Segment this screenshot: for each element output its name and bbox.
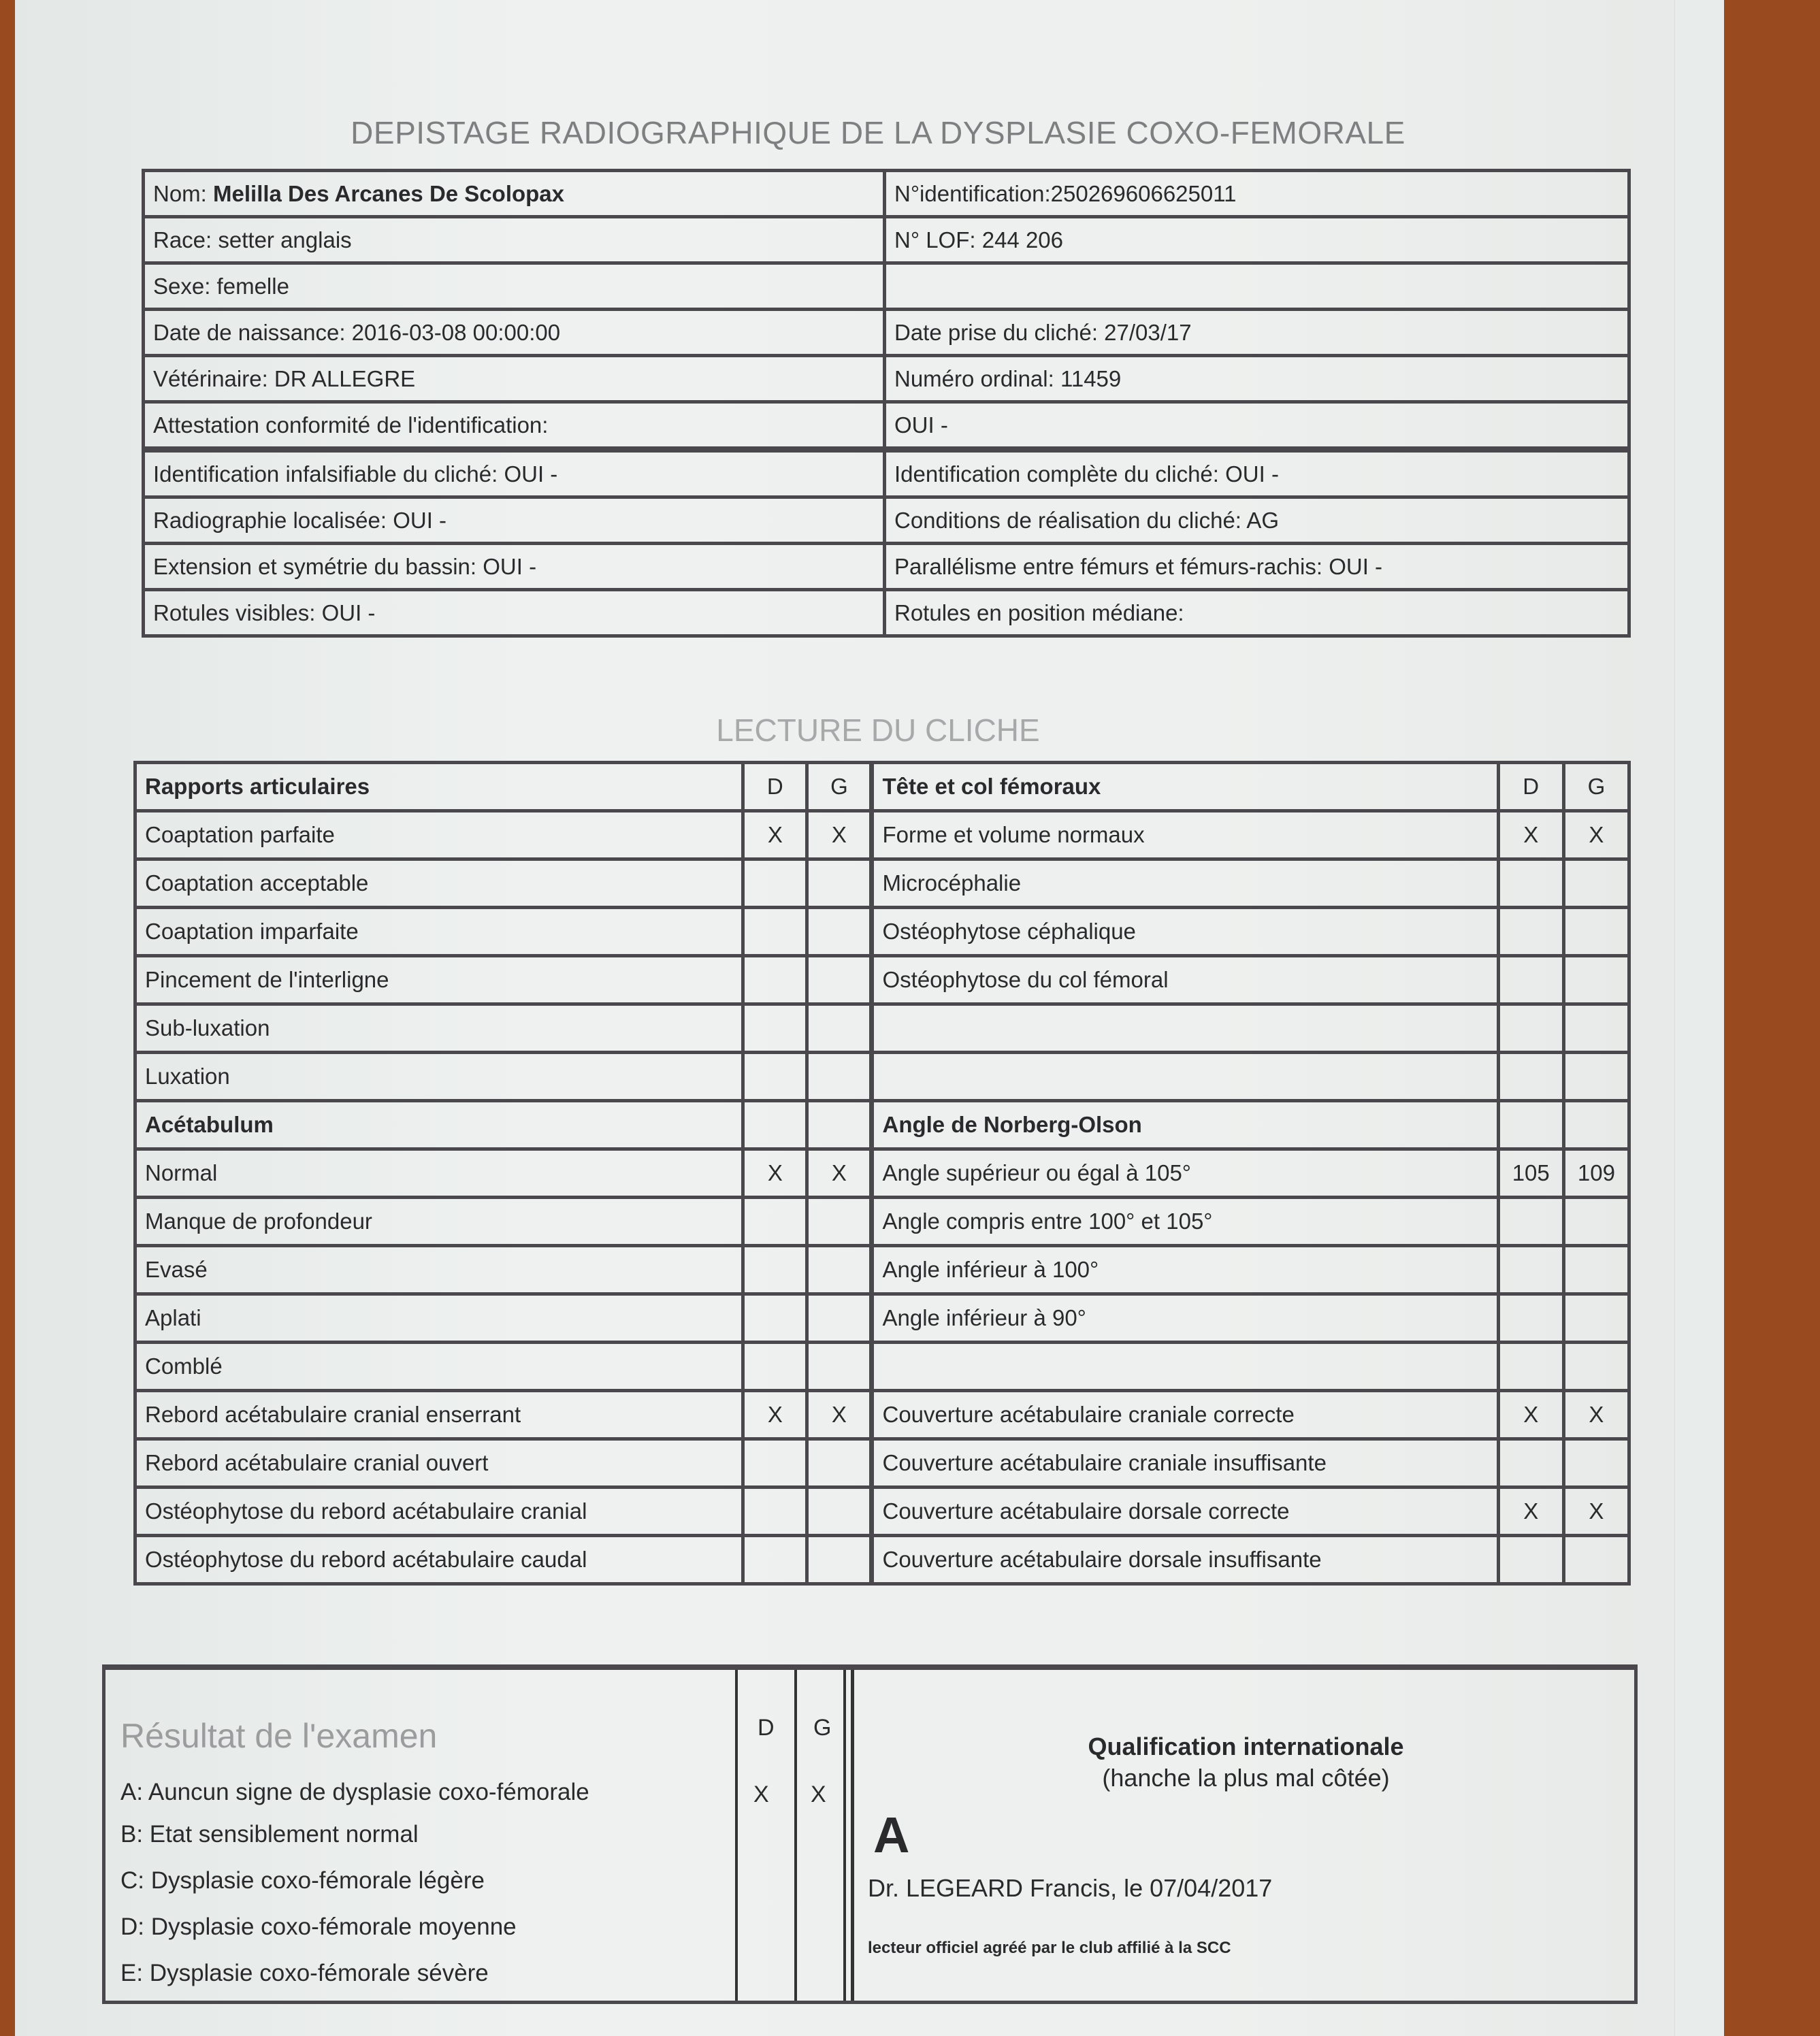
left-hip-mark [1563,1536,1629,1584]
reading-criterion: Ostéophytose du rebord acétabulaire cranial [135,1488,743,1536]
reading-criterion: Couverture acétabulaire dorsale insuffisante [872,1536,1498,1584]
left-hip-mark: X [1563,1391,1629,1439]
document-title: DEPISTAGE RADIOGRAPHIQUE DE LA DYSPLASIE COXO-FEMORALE [351,115,1405,150]
left-hip-mark: X [807,811,872,859]
identification-left-cell: Rotules visibles: OUI - [144,590,885,636]
qualification-subtitle: (hanche la plus mal côtée) [1102,1764,1390,1792]
right-hip-mark [743,908,807,956]
left-hip-mark [807,1198,872,1246]
left-hip-mark [807,956,872,1004]
qualification-title: Qualification internationale [1088,1733,1404,1760]
reading-row [135,1004,1629,1053]
left-hip-mark [1563,1198,1629,1246]
result-divider [794,1670,797,2001]
reading-row [135,1536,1629,1584]
left-hip-mark [1563,908,1629,956]
identification-table [142,169,1631,638]
reading-group-header: Tête et col fémoraux [872,763,1498,811]
right-hip-mark [743,1536,807,1584]
reading-group-header: Rapports articulaires [135,763,743,811]
reading-criterion: Angle inférieur à 90° [872,1294,1498,1343]
right-hip-mark [743,1439,807,1488]
identification-right-cell [885,263,1629,310]
result-grade-label: A: Auncun signe de dysplasie coxo-fémorale [120,1779,589,1805]
reading-section-title: LECTURE DU CLICHE [716,712,1040,748]
reading-criterion: Forme et volume normaux [872,811,1498,859]
reading-table [133,761,1631,1586]
reading-criterion: Comblé [135,1343,743,1391]
result-heading: Résultat de l'examen [120,1717,438,1755]
left-hip-mark: X [807,1149,872,1198]
reading-row [135,1198,1629,1246]
identification-row [144,217,1629,263]
reading-criterion: Coaptation imparfaite [135,908,743,956]
right-hip-mark: X [743,1149,807,1198]
reading-criterion: Aplati [135,1294,743,1343]
right-hip-mark [743,1246,807,1294]
left-hip-mark: G [1563,763,1629,811]
reading-criterion [872,1004,1498,1053]
reading-criterion: Rebord acétabulaire cranial enserrant [135,1391,743,1439]
right-hip-mark [1498,1246,1563,1294]
reading-criterion: Sub-luxation [135,1004,743,1053]
left-hip-mark: 109 [1563,1149,1629,1198]
right-hip-mark [743,1488,807,1536]
reading-criterion: Couverture acétabulaire dorsale correcte [872,1488,1498,1536]
name-label: Nom: [153,180,214,206]
identification-left-cell: Date de naissance: 2016-03-08 00:00:00 [144,310,885,356]
reader-signature: Dr. LEGEARD Francis, le 07/04/2017 [868,1874,1273,1902]
left-hip-mark [1563,1053,1629,1101]
reading-row [135,1101,1629,1149]
identification-left-cell: Sexe: femelle [144,263,885,310]
left-hip-mark [807,1101,872,1149]
result-divider [735,1670,738,2001]
left-hip-mark [1563,1004,1629,1053]
right-hip-mark: X [1498,1391,1563,1439]
reading-row [135,1488,1629,1536]
left-hip-mark [807,1343,872,1391]
identification-row [144,544,1629,590]
reader-note: lecteur officiel agréé par le club affilié à la SCC [868,1939,1231,1957]
reading-criterion: Couverture acétabulaire craniale insuffisante [872,1439,1498,1488]
right-hip-mark [743,1053,807,1101]
identification-left-cell: Vétérinaire: DR ALLEGRE [144,356,885,402]
reading-row [135,1053,1629,1101]
result-section [102,1664,1638,2004]
right-hip-mark [743,859,807,908]
result-col-g-header: G [813,1715,832,1741]
reading-criterion [872,1343,1498,1391]
identification-right-cell: Date prise du cliché: 27/03/17 [885,310,1629,356]
result-grade-label: C: Dysplasie coxo-fémorale légère [120,1867,485,1894]
reading-criterion [872,1053,1498,1101]
reading-row [135,1294,1629,1343]
result-panel [105,1670,847,2001]
right-hip-mark [743,1343,807,1391]
reading-row [135,1246,1629,1294]
reading-criterion: Rebord acétabulaire cranial ouvert [135,1439,743,1488]
identification-right-cell: OUI - [885,402,1629,450]
identification-row [144,402,1629,450]
right-hip-mark [1498,1004,1563,1053]
left-hip-mark [807,1488,872,1536]
identification-row [144,263,1629,310]
reading-row [135,1391,1629,1439]
left-hip-mark [807,1294,872,1343]
right-hip-mark [743,1101,807,1149]
reading-row [135,908,1629,956]
right-hip-mark: X [1498,811,1563,859]
reading-criterion: Pincement de l'interligne [135,956,743,1004]
left-hip-mark [807,1439,872,1488]
identification-row [144,590,1629,636]
reading-criterion: Normal [135,1149,743,1198]
right-hip-mark [1498,1198,1563,1246]
reading-criterion: Angle compris entre 100° et 105° [872,1198,1498,1246]
right-hip-mark: X [1498,1488,1563,1536]
right-hip-mark [1498,1536,1563,1584]
identification-left-cell: Extension et symétrie du bassin: OUI - [144,544,885,590]
identification-row [144,171,1629,217]
right-hip-mark: 105 [1498,1149,1563,1198]
identification-row [144,497,1629,544]
left-hip-mark [1563,1246,1629,1294]
right-hip-mark: X [743,811,807,859]
reading-row [135,763,1629,811]
identification-row [144,450,1629,497]
reading-group-header: Acétabulum [135,1101,743,1149]
identification-right-cell: Conditions de réalisation du cliché: AG [885,497,1629,544]
left-hip-mark [807,1053,872,1101]
identification-right-cell: Rotules en position médiane: [885,590,1629,636]
result-right-hip-mark: X [753,1782,769,1807]
left-hip-mark [807,859,872,908]
left-hip-mark [1563,1343,1629,1391]
left-hip-mark: X [1563,811,1629,859]
left-hip-mark [807,1004,872,1053]
identification-left-cell: Identification infalsifiable du cliché: OUI - [144,450,885,497]
identification-left-cell: Radiographie localisée: OUI - [144,497,885,544]
reading-criterion: Manque de profondeur [135,1198,743,1246]
identification-left-cell: Race: setter anglais [144,217,885,263]
left-hip-mark [1563,1439,1629,1488]
identification-right-cell: Identification complète du cliché: OUI - [885,450,1629,497]
left-hip-mark [1563,1101,1629,1149]
identification-row [144,310,1629,356]
identification-left-cell: Attestation conformité de l'identification: [144,402,885,450]
paper-edge [1674,0,1724,2036]
reading-row [135,811,1629,859]
result-left-hip-mark: X [811,1782,826,1807]
reading-criterion: Coaptation acceptable [135,859,743,908]
reading-criterion: Angle inférieur à 100° [872,1246,1498,1294]
right-hip-mark [743,1004,807,1053]
reading-row [135,956,1629,1004]
left-hip-mark [807,908,872,956]
right-hip-mark: X [743,1391,807,1439]
right-hip-mark [1498,956,1563,1004]
identification-right-cell: Numéro ordinal: 11459 [885,356,1629,402]
identification-row [144,356,1629,402]
reading-criterion: Couverture acétabulaire craniale correcte [872,1391,1498,1439]
right-hip-mark [1498,859,1563,908]
reading-criterion: Ostéophytose du col fémoral [872,956,1498,1004]
identification-left-cell [144,171,885,217]
left-hip-mark [1563,956,1629,1004]
right-hip-mark [1498,1101,1563,1149]
result-grade-label: D: Dysplasie coxo-fémorale moyenne [120,1914,517,1940]
reading-row [135,1149,1629,1198]
dog-name: Melilla Des Arcanes De Scolopax [213,180,565,206]
left-hip-mark: X [807,1391,872,1439]
identification-right-cell: N° LOF: 244 206 [885,217,1629,263]
result-grade-label: B: Etat sensiblement normal [120,1821,419,1848]
right-hip-mark [1498,908,1563,956]
reading-criterion: Ostéophytose céphalique [872,908,1498,956]
reading-row [135,859,1629,908]
left-hip-mark [807,1246,872,1294]
left-hip-mark: X [1563,1488,1629,1536]
result-divider [843,1670,846,2001]
identification-right-cell: N°identification:250269606625011 [885,171,1629,217]
qualification-grade: A [873,1807,910,1863]
left-hip-mark: G [807,763,872,811]
reading-group-header: Angle de Norberg-Olson [872,1101,1498,1149]
right-hip-mark: D [1498,763,1563,811]
identification-right-cell: Parallélisme entre fémurs et fémurs-rachis: OUI - [885,544,1629,590]
right-hip-mark [1498,1053,1563,1101]
left-hip-mark [1563,1294,1629,1343]
reading-criterion: Luxation [135,1053,743,1101]
reading-row [135,1439,1629,1488]
result-grade-label: E: Dysplasie coxo-fémorale sévère [120,1960,489,1986]
right-hip-mark [743,956,807,1004]
right-hip-mark [1498,1294,1563,1343]
result-col-d-header: D [758,1715,775,1741]
right-hip-mark: D [743,763,807,811]
reading-criterion: Ostéophytose du rebord acétabulaire caudal [135,1536,743,1584]
reading-criterion: Coaptation parfaite [135,811,743,859]
left-hip-mark [1563,859,1629,908]
right-hip-mark [1498,1343,1563,1391]
reading-criterion: Evasé [135,1246,743,1294]
right-hip-mark [743,1198,807,1246]
reading-criterion: Microcéphalie [872,859,1498,908]
reading-row [135,1343,1629,1391]
qualification-panel [851,1670,1638,2001]
right-hip-mark [743,1294,807,1343]
left-hip-mark [807,1536,872,1584]
reading-criterion: Angle supérieur ou égal à 105° [872,1149,1498,1198]
right-hip-mark [1498,1439,1563,1488]
